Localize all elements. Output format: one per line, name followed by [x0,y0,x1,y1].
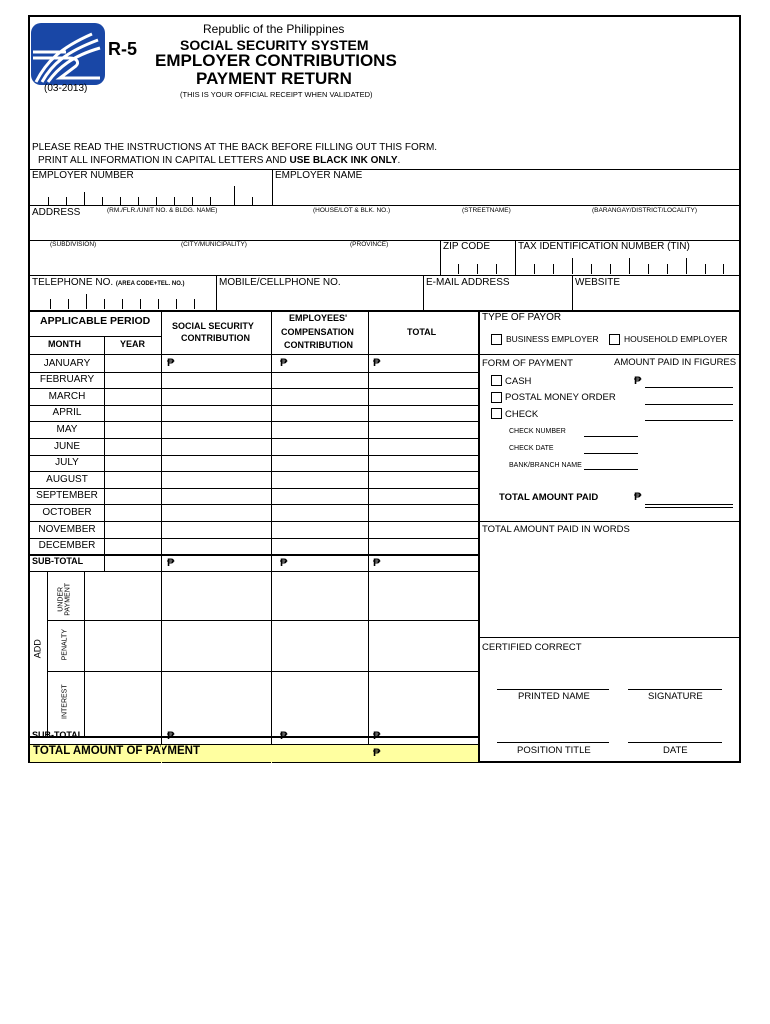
cash-checkbox[interactable] [491,375,502,386]
row-total-field[interactable] [383,473,473,485]
check-checkbox[interactable] [491,408,502,419]
row-year-field[interactable] [107,357,157,369]
type-of-payor-label: TYPE OF PAYOR [482,312,562,323]
check-amount-field[interactable] [648,408,732,419]
peso-sign: ₱ [280,357,288,369]
form-code: R-5 [108,39,138,59]
row-divider [30,538,479,539]
row-ec-field[interactable] [276,473,364,485]
peso-sign: ₱ [280,730,288,742]
year-header: YEAR [120,339,146,349]
position-title-field[interactable] [499,729,607,741]
form-of-payment-label: FORM OF PAYMENT [482,358,573,369]
month-label: APRIL [52,407,82,419]
row-divider [30,455,479,456]
total-header: TOTAL [407,327,437,337]
telephone-field[interactable] [36,293,211,305]
under-payment-label: UNDER PAYMENT [57,582,72,616]
row-ss-field[interactable] [166,407,266,419]
penalty-label: PENALTY [61,628,69,661]
peso-sign: ₱ [634,375,642,387]
household-employer-checkbox[interactable] [609,334,620,345]
penalty-ss-field[interactable] [166,640,266,654]
amount-in-words-label: TOTAL AMOUNT PAID IN WORDS [482,524,630,535]
address-house-label: (HOUSE/LOT & BLK. NO.) [313,207,391,214]
row-ec-field[interactable] [276,357,364,369]
under-payment-total-field[interactable] [373,590,473,604]
row-ss-field[interactable] [166,440,266,452]
interest-ss-field[interactable] [166,695,266,709]
email-field[interactable] [427,293,567,305]
row-ss-field[interactable] [166,540,266,552]
instructions-line2: PRINT ALL INFORMATION IN CAPITAL LETTERS AND USE BLACK INK ONLY. [38,155,401,166]
total-payment-label: TOTAL AMOUNT OF PAYMENT [33,745,200,757]
employer-name-field[interactable] [278,186,733,200]
row-ec-field[interactable] [276,506,364,518]
row-ec-field[interactable] [276,423,364,435]
printed-name-field-main[interactable] [499,676,607,688]
row-year-field[interactable] [107,523,157,535]
row-total-field[interactable] [383,357,473,369]
amount-in-words-field[interactable] [484,545,736,559]
row-total-field[interactable] [383,457,473,469]
interest-label: INTEREST [61,684,69,719]
address-barangay-label: (BARANGAY/DISTRICT/LOCALITY) [592,207,697,214]
total-amount-paid-label: TOTAL AMOUNT PAID [499,492,599,503]
date-label: DATE [663,745,688,756]
row-year-field[interactable] [107,423,157,435]
month-label: FEBRUARY [39,374,95,386]
month-header: MONTH [48,339,81,349]
household-employer-label: HOUSEHOLD EMPLOYER [624,334,728,344]
row-ss-field[interactable] [166,457,266,469]
check-date-field[interactable] [585,442,637,452]
postal-money-order-checkbox[interactable] [491,392,502,403]
peso-sign: ₱ [167,730,175,742]
row-ss-field[interactable] [166,390,266,402]
ec-contribution-header-l3: CONTRIBUTION [284,340,353,350]
row-ss-field[interactable] [166,490,266,502]
telephone-label: TELEPHONE NO. (AREA CODE+TEL. NO.) [32,277,185,288]
check-label: CHECK [505,409,539,420]
row-ss-field[interactable] [166,423,266,435]
bank-branch-field[interactable] [585,458,637,468]
row-ec-field[interactable] [276,407,364,419]
address-line1-field[interactable] [36,220,736,234]
email-label: E-MAIL ADDRESS [426,277,510,288]
row-total-field[interactable] [383,540,473,552]
row-divider [30,438,479,439]
date-field[interactable] [630,729,720,741]
country-label: Republic of the Philippines [203,22,345,36]
peso-sign: ₱ [634,491,642,503]
address-rm-label: (RM./FLR./UNIT NO. & BLDG. NAME) [107,207,218,214]
row-year-field[interactable] [107,506,157,518]
peso-sign: ₱ [280,557,288,569]
printed-name-label: PRINTED NAME [518,691,590,702]
row-total-field[interactable] [383,506,473,518]
row-total-field[interactable] [383,423,473,435]
row-ec-field[interactable] [276,457,364,469]
row-divider [30,372,479,373]
ss-contribution-header-l2: CONTRIBUTION [181,333,250,343]
row-year-field[interactable] [107,390,157,402]
month-label: OCTOBER [42,506,92,518]
month-label: DECEMBER [38,540,96,552]
month-label: JULY [55,457,79,469]
row-year-field[interactable] [107,457,157,469]
row-divider [30,388,479,389]
receipt-note: (THIS IS YOUR OFFICIAL RECEIPT WHEN VALIDATED) [180,90,373,99]
postal-money-order-label: POSTAL MONEY ORDER [505,392,616,403]
month-label: MARCH [48,390,86,402]
row-divider [30,488,479,489]
agency-name: SOCIAL SECURITY SYSTEM [180,37,369,53]
peso-sign: ₱ [167,357,175,369]
mobile-label: MOBILE/CELLPHONE NO. [219,277,341,288]
row-total-field[interactable] [383,390,473,402]
employer-name-label: EMPLOYER NAME [275,170,363,181]
under-payment-ec-field[interactable] [276,590,364,604]
ec-contribution-header-l2: COMPENSATION [281,327,354,337]
check-number-field[interactable] [585,425,637,435]
signature-label: SIGNATURE [648,691,703,702]
row-ec-field[interactable] [276,523,364,535]
address-label: ADDRESS [32,207,81,218]
zip-code-label: ZIP CODE [443,241,491,252]
row-divider [30,521,479,522]
cash-amount-field[interactable] [648,375,732,386]
row-year-field[interactable] [107,490,157,502]
signature-field[interactable] [630,676,720,688]
peso-sign: ₱ [373,747,381,759]
check-date-label: CHECK DATE [509,445,554,452]
form-revision-date: (03-2013) [44,83,88,94]
form-title-line2: PAYMENT RETURN [196,69,352,88]
row-ss-field[interactable] [166,523,266,535]
address-city-label: (CITY/MUNICIPALITY) [181,241,247,248]
subtotal-label: SUB-TOTAL [32,556,84,566]
row-year-field[interactable] [107,540,157,552]
peso-sign: ₱ [373,730,381,742]
peso-sign: ₱ [373,557,381,569]
total-payment-field[interactable] [385,747,473,760]
business-employer-label: BUSINESS EMPLOYER [506,334,599,344]
form-title-line1: EMPLOYER CONTRIBUTIONS [155,51,397,70]
total-amount-paid-field[interactable] [648,491,732,503]
row-ec-field[interactable] [276,390,364,402]
row-ec-field[interactable] [276,540,364,552]
month-label: NOVEMBER [38,523,96,535]
row-divider [30,405,479,406]
month-label: SEPTEMBER [36,490,98,502]
row-year-field[interactable] [107,374,157,386]
row-total-field[interactable] [383,374,473,386]
bank-branch-label: BANK/BRANCH NAME [509,462,582,469]
row-total-field[interactable] [383,407,473,419]
employer-number-field[interactable] [36,190,266,202]
zip-code-field[interactable] [445,258,511,270]
penalty-ec-field[interactable] [276,640,364,654]
website-field[interactable] [576,293,736,305]
row-divider [30,504,479,505]
mobile-field[interactable] [222,293,418,305]
instructions-line1: PLEASE READ THE INSTRUCTIONS AT THE BACK BEFORE FILLING OUT THIS FORM. [32,142,438,153]
row-total-field[interactable] [383,523,473,535]
row-total-field[interactable] [383,490,473,502]
address-subdivision-label: (SUBDIVISION) [50,241,97,248]
website-label: WEBSITE [575,277,621,288]
ss-contribution-header-l1: SOCIAL SECURITY [172,321,254,331]
ec-contribution-header-l1: EMPLOYEES' [289,313,348,323]
row-year-field[interactable] [107,407,157,419]
applicable-period-header: APPLICABLE PERIOD [40,315,151,327]
row-ss-field[interactable] [166,506,266,518]
position-title-label: POSITION TITLE [517,745,591,756]
amount-figures-label: AMOUNT PAID IN FIGURES [614,357,737,368]
row-divider [30,421,479,422]
business-employer-checkbox[interactable] [491,334,502,345]
certified-correct-label: CERTIFIED CORRECT [482,642,582,653]
under-payment-ss-field[interactable] [166,590,266,604]
row-ss-field[interactable] [166,357,266,369]
row-total-field[interactable] [383,440,473,452]
row-ec-field[interactable] [276,440,364,452]
address-street-label: (STREETNAME) [462,207,511,214]
cash-label: CASH [505,376,532,387]
row-ec-field[interactable] [276,490,364,502]
peso-sign: ₱ [373,357,381,369]
month-label: JANUARY [43,357,91,369]
tin-label: TAX IDENTIFICATION NUMBER (TIN) [518,241,690,252]
row-ss-field[interactable] [166,473,266,485]
postal-amount-field[interactable] [648,392,732,403]
row-divider [30,471,479,472]
interest-total-field[interactable] [373,695,473,709]
subtotal-2-label: SUB-TOTAL [32,730,84,740]
row-ss-field[interactable] [166,374,266,386]
peso-sign: ₱ [167,557,175,569]
employer-number-label: EMPLOYER NUMBER [32,170,134,181]
month-label: MAY [56,423,78,435]
add-label: ADD [32,639,43,659]
penalty-total-field[interactable] [373,640,473,654]
check-number-label: CHECK NUMBER [509,428,566,435]
address-line2-field[interactable] [36,255,436,269]
interest-ec-field[interactable] [276,695,364,709]
row-year-field[interactable] [107,440,157,452]
row-year-field[interactable] [107,473,157,485]
address-province-label: (PROVINCE) [350,241,389,248]
month-label: JUNE [53,440,81,452]
month-label: AUGUST [46,473,88,485]
row-ec-field[interactable] [276,374,364,386]
